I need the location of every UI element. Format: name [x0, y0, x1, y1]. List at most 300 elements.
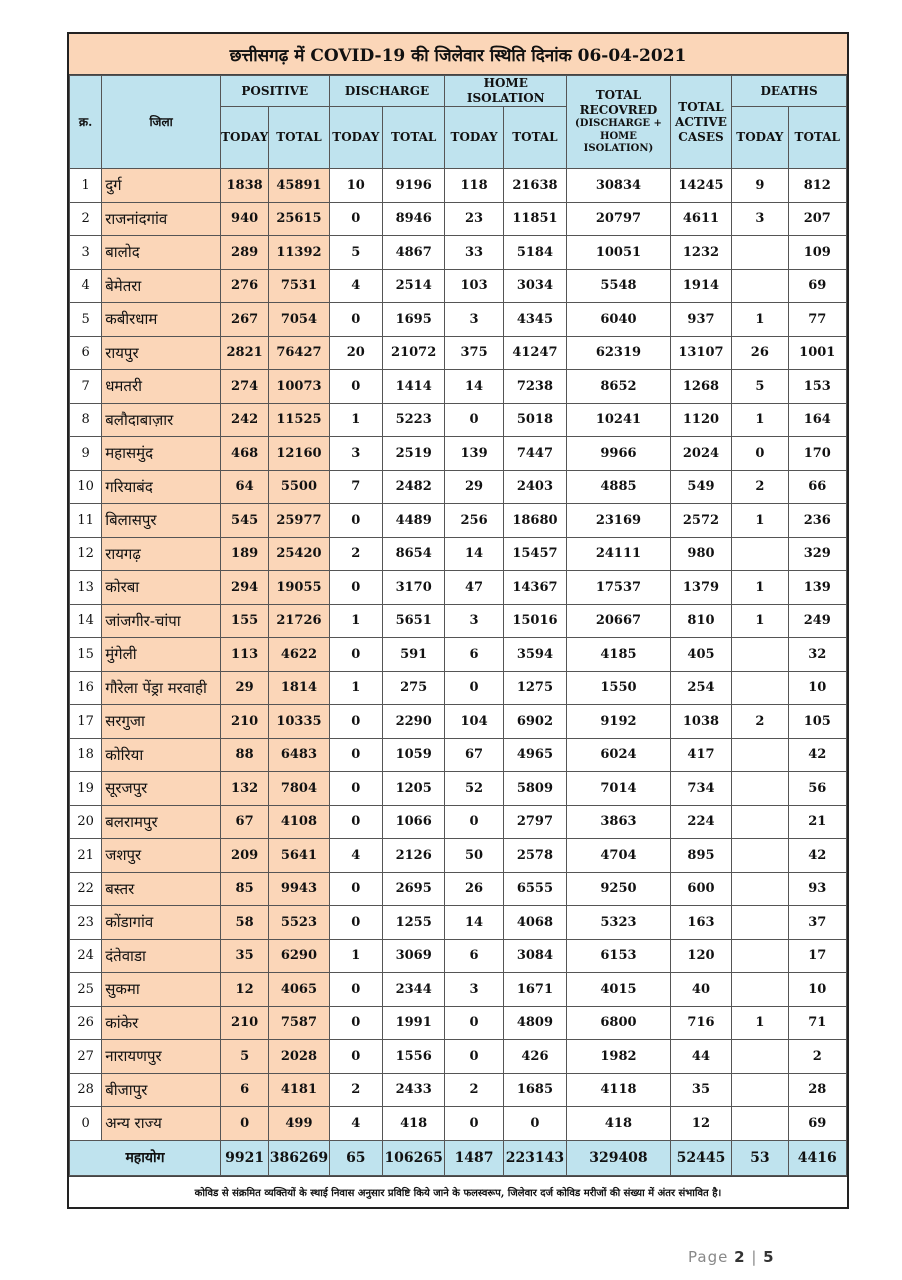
cell-recovered: 20667: [567, 604, 671, 638]
cell-d-total: 207: [788, 202, 846, 236]
cell-dis-total: 2126: [382, 839, 444, 873]
cell-active: 810: [670, 604, 731, 638]
cell-hi-total: 41247: [503, 336, 566, 370]
table-row: [70, 1073, 847, 1107]
cell-d-total: 56: [788, 772, 846, 806]
cell-dis-total: 1255: [382, 906, 444, 940]
cell-d-total: 105: [788, 705, 846, 739]
cell-pos-total: 12160: [269, 437, 329, 471]
table-row: [70, 1107, 847, 1141]
cell-hi-total: 4809: [503, 1006, 566, 1040]
cell-hi-today: 14: [445, 370, 503, 404]
total-dis-total: 106265: [382, 1140, 444, 1175]
cell-pos-today: 940: [220, 202, 268, 236]
table-row: [70, 939, 847, 973]
cell-recovered: 1550: [567, 671, 671, 705]
cell-dis-total: 4867: [382, 236, 444, 270]
cell-hi-total: 15457: [503, 537, 566, 571]
cell-sn: 23: [70, 906, 102, 940]
cell-recovered: 1982: [567, 1040, 671, 1074]
cell-active: 1038: [670, 705, 731, 739]
cell-d-total: 69: [788, 1107, 846, 1141]
total-dis-today: 65: [329, 1140, 382, 1175]
cell-recovered: 10051: [567, 236, 671, 270]
page-label: Page: [688, 1248, 729, 1266]
cell-district: जशपुर: [102, 839, 221, 873]
cell-recovered: 4015: [567, 973, 671, 1007]
header-positive-today: TODAY: [220, 107, 268, 169]
cell-dis-today: 4: [329, 1107, 382, 1141]
cell-pos-total: 5500: [269, 470, 329, 504]
table-row: [70, 571, 847, 605]
cell-dis-total: 4489: [382, 504, 444, 538]
cell-district: बीजापुर: [102, 1073, 221, 1107]
table-row: [70, 202, 847, 236]
cell-hi-today: 103: [445, 269, 503, 303]
cell-recovered: 9192: [567, 705, 671, 739]
cell-district: मुंगेली: [102, 638, 221, 672]
cell-active: 4611: [670, 202, 731, 236]
cell-d-total: 164: [788, 403, 846, 437]
cell-sn: 9: [70, 437, 102, 471]
cell-sn: 14: [70, 604, 102, 638]
cell-recovered: 9966: [567, 437, 671, 471]
page-number: 2: [734, 1248, 746, 1266]
cell-recovered: 3863: [567, 805, 671, 839]
cell-dis-today: 0: [329, 738, 382, 772]
covid-report-sheet: [67, 32, 849, 1209]
cell-d-today: 1: [732, 571, 788, 605]
cell-d-today: 1: [732, 403, 788, 437]
header-deaths-today: TODAY: [732, 107, 788, 169]
cell-hi-today: 0: [445, 1006, 503, 1040]
cell-pos-total: 21726: [269, 604, 329, 638]
cell-dis-total: 1414: [382, 370, 444, 404]
cell-district: बस्तर: [102, 872, 221, 906]
cell-pos-today: 67: [220, 805, 268, 839]
cell-active: 2572: [670, 504, 731, 538]
cell-d-today: [732, 939, 788, 973]
cell-dis-total: 21072: [382, 336, 444, 370]
cell-d-total: 10: [788, 973, 846, 1007]
cell-hi-today: 14: [445, 537, 503, 571]
cell-dis-total: 1059: [382, 738, 444, 772]
cell-dis-today: 1: [329, 939, 382, 973]
cell-pos-total: 5523: [269, 906, 329, 940]
total-recovered: 329408: [567, 1140, 671, 1175]
cell-sn: 18: [70, 738, 102, 772]
cell-sn: 17: [70, 705, 102, 739]
cell-pos-total: 76427: [269, 336, 329, 370]
cell-district: दंतेवाडा: [102, 939, 221, 973]
cell-hi-today: 139: [445, 437, 503, 471]
cell-pos-today: 132: [220, 772, 268, 806]
cell-active: 1232: [670, 236, 731, 270]
cell-hi-today: 14: [445, 906, 503, 940]
cell-d-today: [732, 236, 788, 270]
cell-recovered: 9250: [567, 872, 671, 906]
cell-active: 417: [670, 738, 731, 772]
cell-hi-today: 26: [445, 872, 503, 906]
cell-district: दुर्ग: [102, 169, 221, 203]
cell-hi-total: 3084: [503, 939, 566, 973]
cell-sn: 7: [70, 370, 102, 404]
cell-dis-today: 0: [329, 571, 382, 605]
cell-hi-total: 5018: [503, 403, 566, 437]
cell-d-total: 28: [788, 1073, 846, 1107]
cell-sn: 6: [70, 336, 102, 370]
cell-recovered: 30834: [567, 169, 671, 203]
cell-hi-total: 4068: [503, 906, 566, 940]
total-hi-total: 223143: [503, 1140, 566, 1175]
cell-dis-today: 1: [329, 671, 382, 705]
cell-d-today: [732, 1073, 788, 1107]
cell-sn: 0: [70, 1107, 102, 1141]
table-row: [70, 604, 847, 638]
cell-active: 12: [670, 1107, 731, 1141]
cell-hi-today: 0: [445, 1107, 503, 1141]
cell-pos-today: 0: [220, 1107, 268, 1141]
cell-pos-today: 113: [220, 638, 268, 672]
cell-hi-total: 426: [503, 1040, 566, 1074]
table-row: [70, 906, 847, 940]
table-row: [70, 537, 847, 571]
cell-active: 163: [670, 906, 731, 940]
cell-pos-total: 1814: [269, 671, 329, 705]
cell-hi-total: 5809: [503, 772, 566, 806]
cell-d-today: [732, 269, 788, 303]
cell-active: 895: [670, 839, 731, 873]
cell-district: राजनांदगांव: [102, 202, 221, 236]
table-row: [70, 437, 847, 471]
cell-d-today: 1: [732, 504, 788, 538]
cell-hi-today: 52: [445, 772, 503, 806]
header-hi-today: TODAY: [445, 107, 503, 169]
page-indicator: Page 2 | 5: [688, 1248, 775, 1266]
cell-recovered: 4885: [567, 470, 671, 504]
header-sn: क्र.: [70, 76, 102, 169]
cell-dis-today: 0: [329, 906, 382, 940]
cell-sn: 13: [70, 571, 102, 605]
cell-pos-total: 9943: [269, 872, 329, 906]
cell-recovered: 6153: [567, 939, 671, 973]
table-row: [70, 504, 847, 538]
cell-d-total: 93: [788, 872, 846, 906]
cell-dis-total: 9196: [382, 169, 444, 203]
cell-pos-total: 25615: [269, 202, 329, 236]
cell-pos-today: 85: [220, 872, 268, 906]
cell-pos-total: 11392: [269, 236, 329, 270]
cell-dis-today: 2: [329, 1073, 382, 1107]
cell-hi-today: 3: [445, 604, 503, 638]
cell-sn: 26: [70, 1006, 102, 1040]
header-district: जिला: [102, 76, 221, 169]
cell-pos-today: 1838: [220, 169, 268, 203]
cell-pos-today: 189: [220, 537, 268, 571]
cell-dis-total: 8654: [382, 537, 444, 571]
cell-hi-today: 33: [445, 236, 503, 270]
cell-d-today: 26: [732, 336, 788, 370]
cell-d-today: 1: [732, 604, 788, 638]
cell-sn: 19: [70, 772, 102, 806]
cell-sn: 5: [70, 303, 102, 337]
table-row: [70, 839, 847, 873]
header-home-isolation: HOME ISOLATION: [445, 76, 567, 107]
cell-pos-total: 7531: [269, 269, 329, 303]
cell-d-today: [732, 805, 788, 839]
cell-district: सुकमा: [102, 973, 221, 1007]
cell-d-today: [732, 906, 788, 940]
cell-recovered: 24111: [567, 537, 671, 571]
table-row: [70, 1006, 847, 1040]
cell-hi-total: 15016: [503, 604, 566, 638]
header-total-recovered-line1: TOTAL: [595, 88, 642, 103]
cell-hi-total: 18680: [503, 504, 566, 538]
cell-sn: 24: [70, 939, 102, 973]
cell-dis-total: 275: [382, 671, 444, 705]
cell-dis-total: 1556: [382, 1040, 444, 1074]
cell-sn: 4: [70, 269, 102, 303]
footnote: कोविड से संक्रमित व्यक्तियों के स्थाई निवास अनुसार प्रविष्टि किये जाने के फलस्वरूप, जिलेवार दर्ज कोविड मरीजों की संख्या में अंतर संभावित है।: [69, 1176, 847, 1207]
cell-active: 937: [670, 303, 731, 337]
cell-d-today: 1: [732, 1006, 788, 1040]
cell-hi-total: 4345: [503, 303, 566, 337]
cell-pos-today: 210: [220, 705, 268, 739]
table-row: [70, 169, 847, 203]
cell-dis-today: 2: [329, 537, 382, 571]
header-positive: POSITIVE: [220, 76, 329, 107]
cell-hi-total: 1275: [503, 671, 566, 705]
header-positive-total: TOTAL: [269, 107, 329, 169]
cell-hi-total: 2403: [503, 470, 566, 504]
cell-d-total: 32: [788, 638, 846, 672]
grand-total-row: [70, 1140, 847, 1175]
cell-dis-total: 5223: [382, 403, 444, 437]
header-total-recovered: [567, 76, 671, 169]
cell-active: 734: [670, 772, 731, 806]
cell-pos-total: 7054: [269, 303, 329, 337]
cell-active: 40: [670, 973, 731, 1007]
cell-hi-total: 0: [503, 1107, 566, 1141]
cell-sn: 10: [70, 470, 102, 504]
cell-pos-today: 29: [220, 671, 268, 705]
cell-dis-today: 0: [329, 370, 382, 404]
header-active-line1: TOTAL: [678, 99, 724, 114]
cell-d-total: 139: [788, 571, 846, 605]
cell-d-today: 3: [732, 202, 788, 236]
cell-sn: 28: [70, 1073, 102, 1107]
cell-recovered: 23169: [567, 504, 671, 538]
cell-d-total: 153: [788, 370, 846, 404]
cell-sn: 16: [70, 671, 102, 705]
cell-pos-total: 7587: [269, 1006, 329, 1040]
cell-recovered: 62319: [567, 336, 671, 370]
cell-d-total: 1001: [788, 336, 846, 370]
cell-active: 14245: [670, 169, 731, 203]
cell-pos-today: 209: [220, 839, 268, 873]
cell-dis-total: 1205: [382, 772, 444, 806]
cell-pos-total: 45891: [269, 169, 329, 203]
cell-district: कोरिया: [102, 738, 221, 772]
cell-dis-total: 1066: [382, 805, 444, 839]
header-total-recovered-line2: RECOVRED: [579, 103, 658, 118]
cell-pos-today: 289: [220, 236, 268, 270]
total-deaths-today: 53: [732, 1140, 788, 1175]
cell-d-today: [732, 973, 788, 1007]
header-active-line3: CASES: [678, 129, 724, 144]
cell-sn: 8: [70, 403, 102, 437]
cell-d-today: 5: [732, 370, 788, 404]
cell-d-total: 812: [788, 169, 846, 203]
cell-hi-today: 6: [445, 939, 503, 973]
cell-dis-today: 5: [329, 236, 382, 270]
table-row: [70, 973, 847, 1007]
total-deaths-total: 4416: [788, 1140, 846, 1175]
cell-active: 1914: [670, 269, 731, 303]
cell-recovered: 4185: [567, 638, 671, 672]
cell-hi-total: 7447: [503, 437, 566, 471]
cell-d-total: 42: [788, 738, 846, 772]
cell-d-today: [732, 1107, 788, 1141]
cell-hi-total: 11851: [503, 202, 566, 236]
cell-hi-today: 2: [445, 1073, 503, 1107]
cell-sn: 21: [70, 839, 102, 873]
cell-district: कोंडागांव: [102, 906, 221, 940]
cell-dis-today: 4: [329, 269, 382, 303]
cell-recovered: 5323: [567, 906, 671, 940]
cell-active: 35: [670, 1073, 731, 1107]
cell-d-total: 21: [788, 805, 846, 839]
cell-hi-today: 375: [445, 336, 503, 370]
cell-d-today: 0: [732, 437, 788, 471]
cell-d-total: 236: [788, 504, 846, 538]
cell-dis-total: 2344: [382, 973, 444, 1007]
cell-dis-today: 1: [329, 604, 382, 638]
table-row: [70, 872, 847, 906]
cell-dis-today: 0: [329, 303, 382, 337]
cell-dis-today: 4: [329, 839, 382, 873]
cell-d-total: 249: [788, 604, 846, 638]
cell-pos-total: 25977: [269, 504, 329, 538]
cell-recovered: 17537: [567, 571, 671, 605]
cell-dis-today: 0: [329, 202, 382, 236]
cell-pos-today: 155: [220, 604, 268, 638]
cell-d-total: 69: [788, 269, 846, 303]
cell-hi-today: 0: [445, 805, 503, 839]
cell-dis-total: 3170: [382, 571, 444, 605]
cell-dis-today: 3: [329, 437, 382, 471]
cell-recovered: 8652: [567, 370, 671, 404]
cell-pos-today: 2821: [220, 336, 268, 370]
cell-recovered: 10241: [567, 403, 671, 437]
cell-d-total: 42: [788, 839, 846, 873]
cell-dis-total: 2290: [382, 705, 444, 739]
cell-dis-total: 2695: [382, 872, 444, 906]
cell-sn: 25: [70, 973, 102, 1007]
total-hi-today: 1487: [445, 1140, 503, 1175]
cell-d-total: 71: [788, 1006, 846, 1040]
table-row: [70, 470, 847, 504]
header-total-recovered-line3: (DISCHARGE +: [575, 118, 662, 130]
cell-active: 405: [670, 638, 731, 672]
district-status-table: [69, 75, 847, 1176]
cell-hi-today: 104: [445, 705, 503, 739]
cell-pos-today: 274: [220, 370, 268, 404]
table-row: [70, 303, 847, 337]
cell-recovered: 6040: [567, 303, 671, 337]
cell-d-today: [732, 839, 788, 873]
cell-pos-total: 11525: [269, 403, 329, 437]
cell-pos-today: 6: [220, 1073, 268, 1107]
cell-hi-today: 0: [445, 403, 503, 437]
cell-hi-today: 3: [445, 973, 503, 1007]
cell-pos-total: 4108: [269, 805, 329, 839]
header-total-recovered-line4: HOME ISOLATION): [583, 130, 654, 155]
table-row: [70, 403, 847, 437]
cell-district: बलरामपुर: [102, 805, 221, 839]
cell-district: गरियाबंद: [102, 470, 221, 504]
page-total: 5: [763, 1248, 775, 1266]
total-pos-total: 386269: [269, 1140, 329, 1175]
cell-dis-total: 2519: [382, 437, 444, 471]
cell-d-today: [732, 1040, 788, 1074]
cell-active: 224: [670, 805, 731, 839]
cell-hi-today: 47: [445, 571, 503, 605]
cell-sn: 2: [70, 202, 102, 236]
cell-active: 254: [670, 671, 731, 705]
cell-pos-total: 7804: [269, 772, 329, 806]
cell-hi-total: 6555: [503, 872, 566, 906]
header-deaths: DEATHS: [732, 76, 847, 107]
header-active-line2: ACTIVE: [675, 114, 727, 129]
cell-pos-today: 210: [220, 1006, 268, 1040]
header-deaths-total: TOTAL: [788, 107, 846, 169]
cell-pos-today: 88: [220, 738, 268, 772]
cell-district: जांजगीर-चांपा: [102, 604, 221, 638]
table-row: [70, 269, 847, 303]
total-pos-today: 9921: [220, 1140, 268, 1175]
cell-pos-total: 4181: [269, 1073, 329, 1107]
cell-dis-today: 0: [329, 1006, 382, 1040]
cell-district: बलौदाबाज़ार: [102, 403, 221, 437]
cell-district: कबीरधाम: [102, 303, 221, 337]
table-row: [70, 805, 847, 839]
cell-dis-total: 8946: [382, 202, 444, 236]
cell-dis-today: 20: [329, 336, 382, 370]
cell-d-today: 2: [732, 470, 788, 504]
cell-d-today: [732, 537, 788, 571]
cell-dis-today: 0: [329, 504, 382, 538]
table-row: [70, 738, 847, 772]
cell-pos-today: 12: [220, 973, 268, 1007]
cell-hi-total: 2797: [503, 805, 566, 839]
cell-district: रायगढ़: [102, 537, 221, 571]
cell-district: बालोद: [102, 236, 221, 270]
cell-hi-total: 3034: [503, 269, 566, 303]
cell-district: बिलासपुर: [102, 504, 221, 538]
cell-active: 120: [670, 939, 731, 973]
cell-d-total: 37: [788, 906, 846, 940]
cell-recovered: 6024: [567, 738, 671, 772]
cell-d-total: 170: [788, 437, 846, 471]
cell-active: 1120: [670, 403, 731, 437]
cell-dis-total: 591: [382, 638, 444, 672]
cell-recovered: 4118: [567, 1073, 671, 1107]
cell-district: कोरबा: [102, 571, 221, 605]
cell-dis-total: 418: [382, 1107, 444, 1141]
cell-hi-total: 14367: [503, 571, 566, 605]
cell-d-today: 9: [732, 169, 788, 203]
